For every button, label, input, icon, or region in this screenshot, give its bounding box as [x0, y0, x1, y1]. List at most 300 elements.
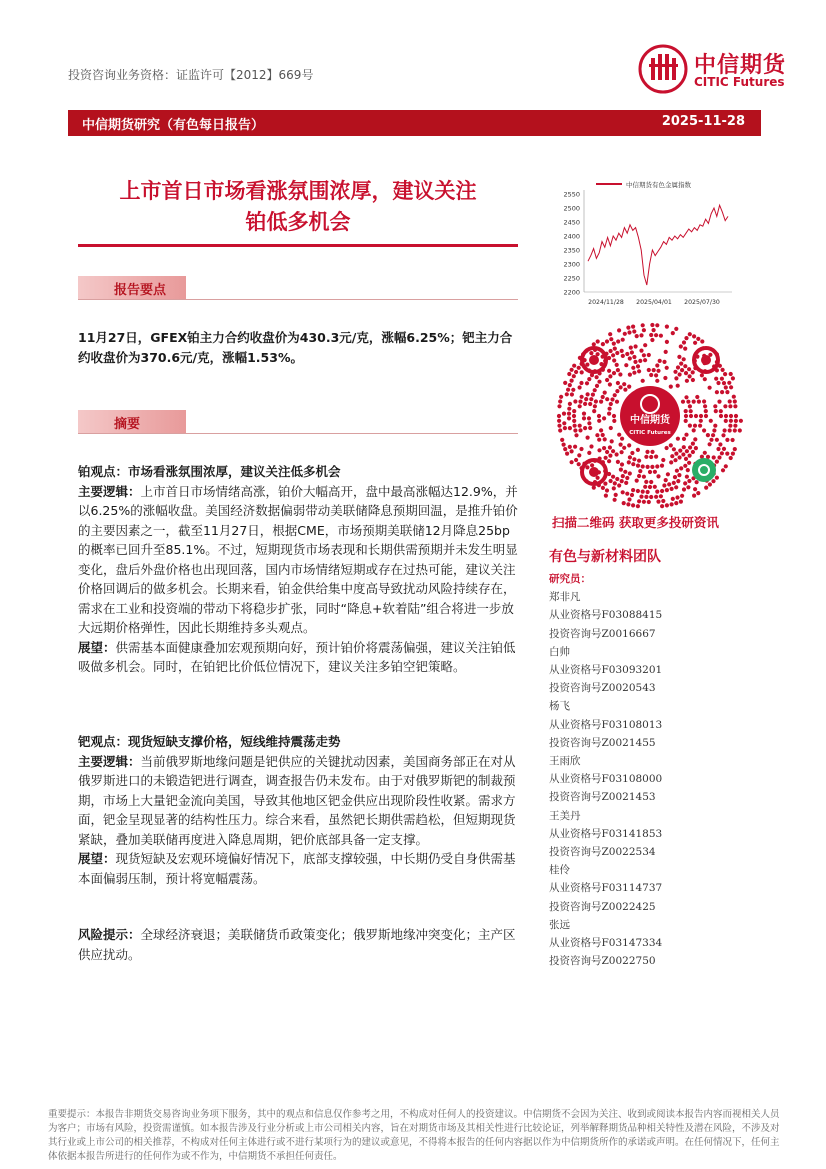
qr-dot [692, 334, 696, 338]
qr-dot [672, 481, 676, 485]
qr-dot [608, 382, 612, 386]
qr-dot [684, 457, 688, 461]
qr-dot [702, 428, 706, 432]
qr-dot [682, 340, 686, 344]
qr-dot [686, 400, 690, 404]
qr-dot [625, 492, 629, 496]
y-tick-label: 2450 [563, 218, 580, 227]
qr-dot [579, 447, 583, 451]
qr-dot [601, 395, 605, 399]
qr-dot [611, 449, 615, 453]
qr-dot [684, 371, 688, 375]
platinum-logic: 主要逻辑：上市首日市场情绪高涨，铂价大幅高开，盘中最高涨幅达12.9%，并以6.25%的涨幅收盘。美国经济数据偏弱带动美联储降息预期回温，是推升铂价的主要因素之一，截至11月27日，根据CME，市场预期美联储12月降息25bp的概率已回升至85.1%。不过，短期现货市场表现和长期供需预期并未发生明显变化，盘后外盘价格也出现回落，国内市场情绪短期或存在过热可能，建议关注价格回调后的做多机会。长期来看，铂金供给集中度高导致扰动风险持续存在，需求在工业和投资端的带动下将稳步扩张，同时“降息+软着陆”组合将进一步放大远期价格弹性，因此长期维持多头观点。 [78, 483, 518, 635]
qr-dot [630, 493, 634, 497]
qr-dot [605, 397, 609, 401]
qr-dot [609, 349, 613, 353]
team-member-line: 投资咨询号Z0022750 [549, 955, 656, 968]
qr-dot [563, 447, 567, 451]
qr-dot [584, 397, 588, 401]
qr-dot [568, 402, 572, 406]
qr-dot [624, 481, 628, 485]
qr-dot [694, 446, 698, 450]
section-tab-highlights [78, 276, 518, 300]
qr-dot [637, 369, 641, 373]
qr-dot [647, 500, 651, 504]
qr-dot [572, 419, 576, 423]
palladium-heading: 钯观点：现货短缺支撑价格，短线维持震荡走势 [78, 734, 341, 749]
qr-dot [717, 400, 721, 404]
qr-dot [593, 404, 597, 408]
qr-dot [572, 409, 576, 413]
qr-dot [638, 469, 642, 473]
qr-caption: 扫描二维码 获取更多投研资讯 [552, 515, 719, 530]
qr-dot [687, 479, 691, 483]
qr-dot [662, 483, 666, 487]
qr-dot [650, 465, 654, 469]
qr-dot [719, 409, 723, 413]
qr-dot [682, 445, 686, 449]
qr-dot [724, 464, 728, 468]
qr-dot [603, 437, 607, 441]
qr-dot [653, 485, 657, 489]
qr-dot [674, 501, 678, 505]
qr-dot [619, 385, 623, 389]
qr-dot [712, 455, 716, 459]
qr-dot [557, 424, 561, 428]
qr-dot [603, 391, 607, 395]
qr-dot [570, 460, 574, 464]
qr-dot [599, 428, 603, 432]
qr-dot [607, 459, 611, 463]
qr-finder-dot [589, 467, 599, 477]
qr-dot [636, 489, 640, 493]
qr-dot [649, 480, 653, 484]
qr-dot [595, 433, 599, 437]
qr-dot [728, 404, 732, 408]
section-label: 报告要点 [114, 283, 167, 298]
qr-dot [709, 419, 713, 423]
qr-finder-dot [589, 355, 599, 365]
qr-dot [715, 390, 719, 394]
qr-dot [604, 494, 608, 498]
qr-dot [696, 491, 700, 495]
qr-dot [708, 386, 712, 390]
qr-dot [612, 342, 616, 346]
y-tick-label: 2200 [563, 288, 580, 297]
qr-dot [599, 400, 603, 404]
team-member-line: 王美丹 [549, 809, 581, 822]
qr-dot [678, 372, 682, 376]
qr-dot [628, 373, 632, 377]
qr-dot [619, 468, 623, 472]
qr-dot [644, 495, 648, 499]
qr-dot [679, 466, 683, 470]
qr-dot [562, 412, 566, 416]
qr-dot [613, 498, 617, 502]
qr-dot [716, 447, 720, 451]
qr-dot [720, 451, 724, 455]
qr-dot [557, 419, 561, 423]
qr-dot [729, 385, 733, 389]
qr-dot [627, 497, 631, 501]
qr-dot [675, 495, 679, 499]
qr-dot [611, 475, 615, 479]
qr-dot [573, 399, 577, 403]
qr-dot [586, 436, 590, 440]
qr-dot [667, 482, 671, 486]
qr-dot [655, 379, 659, 383]
qr-dot [681, 400, 685, 404]
qr-dot [704, 414, 708, 418]
qr-dot [721, 468, 725, 472]
qr-dot [725, 452, 729, 456]
qr-dot [615, 400, 619, 404]
qr-dot [682, 487, 686, 491]
qr-dot [692, 494, 696, 498]
qr-dot [621, 338, 625, 342]
qr-brand-en: CITIC Futures [629, 430, 671, 436]
qr-dot [612, 371, 616, 375]
qr-dot [714, 377, 718, 381]
qr-dot [620, 437, 624, 441]
qr-dot [655, 363, 659, 367]
qr-dot [654, 455, 658, 459]
qr-dot [582, 412, 586, 416]
team-member-line: 郑非凡 [549, 591, 581, 604]
qr-dot [669, 443, 673, 447]
qr-dot [728, 399, 732, 403]
qr-dot [702, 399, 706, 403]
report-header-bar [68, 110, 761, 136]
qr-code[interactable] [554, 320, 746, 512]
qr-dot [723, 372, 727, 376]
qr-dot [722, 381, 726, 385]
qr-dot [563, 381, 567, 385]
team-member-line: 从业资格号F03093201 [549, 664, 663, 677]
qr-dot [677, 473, 681, 477]
y-tick-label: 2400 [563, 232, 580, 241]
qr-dot [733, 399, 737, 403]
qr-dot [731, 376, 735, 380]
qr-dot [692, 428, 696, 432]
qr-dot [717, 455, 721, 459]
qr-dot [734, 414, 738, 418]
qr-dot [631, 503, 635, 507]
qr-dot [609, 479, 613, 483]
qr-dot [595, 375, 599, 379]
team-member-line: 投资咨询号Z0022534 [549, 846, 656, 859]
qr-dot [615, 477, 619, 481]
qr-dot [703, 377, 707, 381]
qr-dot [687, 367, 691, 371]
qr-dot [682, 357, 686, 361]
qr-dot [568, 383, 572, 387]
qr-dot [567, 416, 571, 420]
qr-dot [572, 374, 576, 378]
qr-dot [680, 368, 684, 372]
qr-dot [689, 409, 693, 413]
qr-dot [725, 438, 729, 442]
qr-dot [698, 424, 702, 428]
qr-dot [609, 337, 613, 341]
qr-dot [703, 404, 707, 408]
qr-dot [729, 372, 733, 376]
qr-dot [665, 366, 669, 370]
metal-index-chart [548, 176, 738, 314]
qr-dot [721, 368, 725, 372]
qr-dot [650, 450, 654, 454]
qr-dot [642, 500, 646, 504]
qr-dot [666, 472, 670, 476]
qr-dot [658, 359, 662, 363]
qr-dot [632, 457, 636, 461]
qr-dot [659, 494, 663, 498]
qr-dot [660, 504, 664, 508]
qr-dot [654, 373, 658, 377]
qr-dot [688, 374, 692, 378]
team-role: 研究员： [549, 573, 591, 585]
citic-futures-logo [638, 44, 808, 94]
qr-dot [608, 445, 612, 449]
qr-dot [592, 486, 596, 490]
qr-dot [623, 470, 627, 474]
qr-dot [583, 402, 587, 406]
qr-dot [558, 399, 562, 403]
qr-dot [615, 363, 619, 367]
series-line [588, 205, 728, 285]
qr-dot [635, 334, 639, 338]
qr-dot [708, 442, 712, 446]
qr-dot [632, 329, 636, 333]
x-tick-label: 2024/11/28 [588, 299, 624, 306]
y-tick-label: 2500 [563, 204, 580, 213]
qr-dot [609, 426, 613, 430]
team-member-line: 投资咨询号Z0021453 [549, 791, 656, 804]
qr-dot [627, 443, 631, 447]
qr-dot [632, 355, 636, 359]
qr-dot [617, 433, 621, 437]
qr-dot [638, 359, 642, 363]
qr-dot [704, 409, 708, 413]
qr-dot [673, 475, 677, 479]
qr-dot [656, 369, 660, 373]
qr-dot [605, 488, 609, 492]
y-tick-label: 2550 [563, 190, 580, 199]
qr-dot [665, 446, 669, 450]
chart-svg [548, 176, 738, 314]
qr-dot [636, 464, 640, 468]
qr-dot [562, 421, 566, 425]
y-tick-label: 2350 [563, 246, 580, 255]
qr-dot [579, 381, 583, 385]
qr-dot [626, 502, 630, 506]
qr-dot [649, 333, 653, 337]
qr-dot [639, 333, 643, 337]
qr-dot [648, 470, 652, 474]
qr-dot [627, 330, 631, 334]
qr-dot [641, 490, 645, 494]
qr-dot [634, 344, 638, 348]
team-title: 有色与新材料团队 [549, 549, 661, 565]
qr-dot [680, 494, 684, 498]
title-line-2: 铂低多机会 [245, 210, 351, 234]
qr-dot [715, 438, 719, 442]
qr-dot [608, 332, 612, 336]
qr-dot [617, 328, 621, 332]
qr-dot [729, 456, 733, 460]
qr-dot [641, 464, 645, 468]
qr-dot [587, 421, 591, 425]
qr-dot [679, 362, 683, 366]
qr-dot [723, 428, 727, 432]
risk-warning: 风险提示：全球经济衰退；美联储货币政策变化；俄罗斯地缘冲突变化；主产区供应扰动。 [78, 927, 516, 962]
qr-dot [685, 449, 689, 453]
qr-dot [570, 449, 574, 453]
qr-dot [644, 480, 648, 484]
qr-dot [674, 452, 678, 456]
x-tick-label: 2025/07/30 [684, 299, 720, 306]
qr-dot [699, 419, 703, 423]
qr-dot [688, 424, 692, 428]
qr-dot [573, 445, 577, 449]
qr-dot [686, 468, 690, 472]
qr-dot [733, 404, 737, 408]
team-member-line: 从业资格号F03147334 [549, 937, 663, 950]
qr-dot [616, 368, 620, 372]
qr-dot [697, 400, 701, 404]
qr-dot [641, 379, 645, 383]
qr-dot [559, 395, 563, 399]
qr-dot [592, 409, 596, 413]
qr-dot [643, 343, 647, 347]
qr-dot [661, 458, 665, 462]
qr-dot [646, 490, 650, 494]
qr-dot [635, 479, 639, 483]
team-member-line: 投资咨询号Z0022425 [549, 900, 656, 913]
qr-dot [625, 476, 629, 480]
disclaimer: 重要提示：本报告非期货交易咨询业务项下服务，其中的观点和信息仅作参考之用，不构成对任何人的投资建议。中信期货不会因为关注、收到或阅读本报告内容而视相关人员为客户；市场有风险，投资需谨慎。如本报告涉及行业分析或上市公司相关内容，旨在对期货市场及其相关性进行比较论证，列举解释期货品种相关特性及潜在风险，不涉及对其行业或上市公司的相关推荐，不构成对任何主体进行或不进行某项行为的建议或意见，不得将本报告的任何内容据以作为中信期货所作的承诺或声明。在任何情况下，任何主体依据本报告所进行的任何作为或不作为，中信期货不承担任何责任。 [48, 1109, 780, 1162]
qr-dot [641, 323, 645, 327]
qr-dot [718, 442, 722, 446]
qr-dot [700, 339, 704, 343]
qr-dot [721, 433, 725, 437]
qr-dot [612, 414, 616, 418]
qr-dot [578, 424, 582, 428]
qr-dot [648, 485, 652, 489]
qr-dot [647, 353, 651, 357]
qr-dot [563, 426, 567, 430]
qr-dot [642, 475, 646, 479]
qr-dot [610, 439, 614, 443]
qr-dot [624, 363, 628, 367]
qr-dot [593, 388, 597, 392]
qr-dot [616, 339, 620, 343]
section-label: 摘要 [114, 417, 141, 432]
qr-dot [620, 462, 624, 466]
qr-dot [733, 424, 737, 428]
qr-dot [665, 488, 669, 492]
qr-dot [694, 414, 698, 418]
qr-dot [631, 325, 635, 329]
qr-dot [636, 504, 640, 508]
qr-dot [713, 424, 717, 428]
qr-dot [621, 490, 625, 494]
qr-dot [677, 355, 681, 359]
qr-dot [649, 373, 653, 377]
qr-dot [687, 461, 691, 465]
report-title [78, 176, 518, 238]
qr-dot [715, 460, 719, 464]
qr-dot [688, 404, 692, 408]
qr-dot [676, 384, 680, 388]
qr-dot [724, 385, 728, 389]
qr-dot [739, 419, 743, 423]
qr-dot [627, 385, 631, 389]
qr-dot [628, 471, 632, 475]
qr-dot [645, 450, 649, 454]
qr-dot [592, 342, 596, 346]
qr-dot [589, 444, 593, 448]
qr-dot [608, 374, 612, 378]
license-text: 投资咨询业务资格：证监许可【2012】669号 [68, 68, 314, 82]
qr-dot [649, 495, 653, 499]
qr-dot [695, 395, 699, 399]
qr-dot [715, 476, 719, 480]
qr-dot [665, 325, 669, 329]
qr-dot [580, 395, 584, 399]
qr-dot [597, 438, 601, 442]
qr-dot [684, 395, 688, 399]
team-member-line: 张远 [549, 918, 570, 931]
qr-dot [738, 428, 742, 432]
qr-dot [686, 485, 690, 489]
qr-dot [664, 478, 668, 482]
qr-dot [643, 358, 647, 362]
qr-dot [660, 464, 664, 468]
qr-dot [711, 433, 715, 437]
qr-dot [685, 379, 689, 383]
qr-dot [568, 445, 572, 449]
qr-dot [683, 481, 687, 485]
qr-finder-dot [701, 355, 711, 365]
qr-dot [574, 433, 578, 437]
qr-dot [587, 377, 591, 381]
qr-dot [557, 404, 561, 408]
qr-dot [720, 390, 724, 394]
qr-dot [655, 464, 659, 468]
qr-dot [665, 340, 669, 344]
qr-dot [691, 442, 695, 446]
report-date: 2025-11-28 [661, 114, 745, 129]
qr-dot [693, 437, 697, 441]
qr-dot [595, 384, 599, 388]
qr-dot [673, 458, 677, 462]
title-divider [78, 244, 518, 247]
qr-dot [683, 464, 687, 468]
qr-dot [679, 500, 683, 504]
qr-dot [670, 502, 674, 506]
qr-dot [565, 392, 569, 396]
qr-dot [728, 424, 732, 428]
qr-dot [558, 428, 562, 432]
y-tick-label: 2250 [563, 274, 580, 283]
qr-dot [655, 490, 659, 494]
team-member-line: 桂伶 [549, 864, 570, 877]
qr-dot [703, 451, 707, 455]
qr-dot [650, 323, 654, 327]
qr-dot [689, 414, 693, 418]
qr-dot [639, 495, 643, 499]
